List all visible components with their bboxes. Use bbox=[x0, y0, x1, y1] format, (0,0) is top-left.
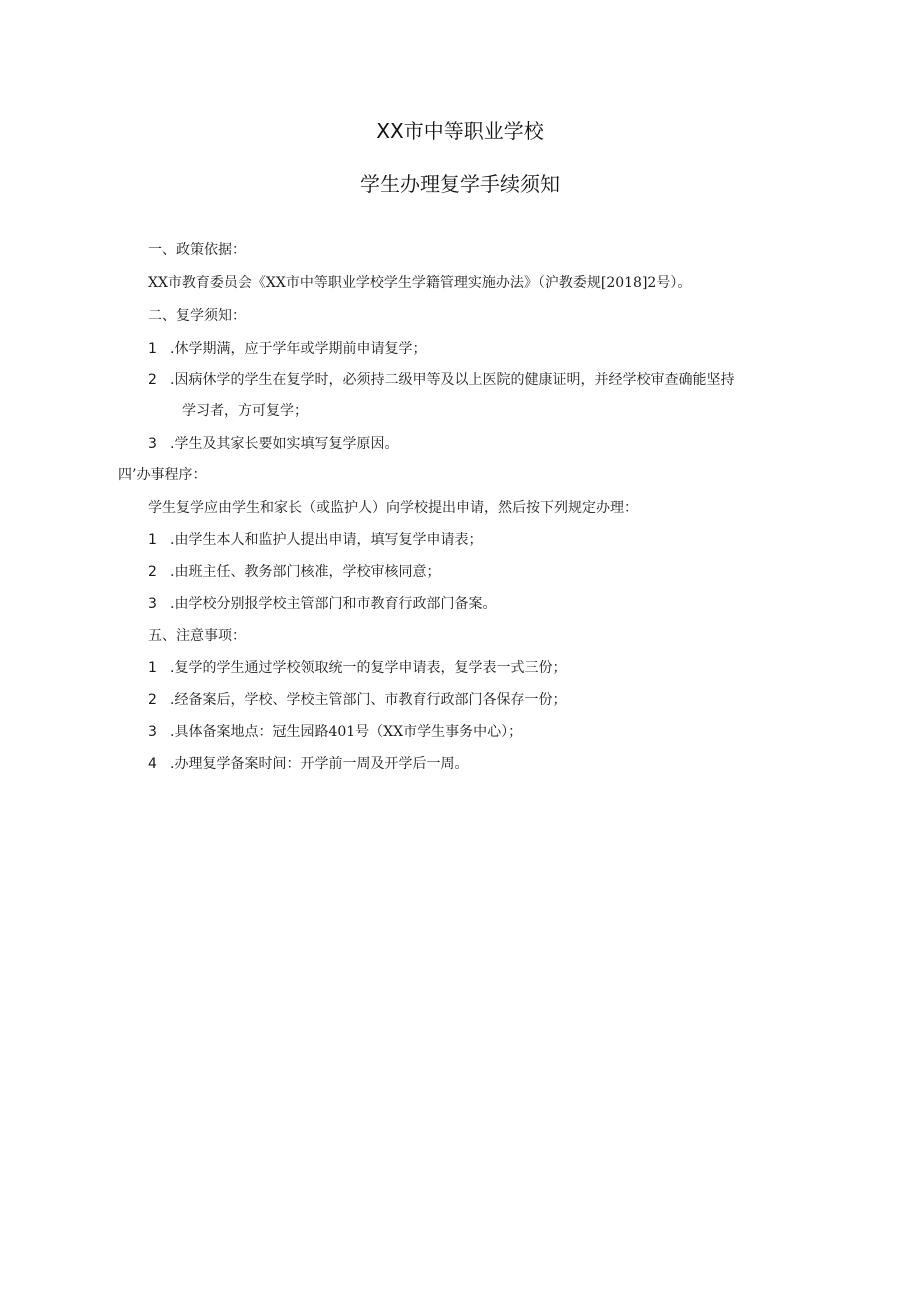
list-item: 3 .学生及其家长要如实填写复学原因。 bbox=[148, 436, 399, 452]
section-heading-policy: 一、政策依据： bbox=[148, 242, 246, 258]
list-item: 2 .经备案后，学校、学校主管部门、市教育行政部门各保存一份； bbox=[148, 692, 567, 708]
list-item: 1 .复学的学生通过学校领取统一的复学申请表，复学表一式三份； bbox=[148, 660, 567, 676]
list-item: 3 .由学校分别报学校主管部门和市教育行政部门备案。 bbox=[148, 596, 497, 612]
list-item: 2 .由班主任、教务部门核准，学校审核同意； bbox=[148, 564, 441, 580]
section-heading-requirements: 二、复学须知： bbox=[148, 308, 246, 324]
procedure-intro: 学生复学应由学生和家长（或监护人）向学校提出申请，然后按下列规定办理： bbox=[148, 500, 638, 516]
section-heading-notes: 五、注意事项： bbox=[148, 628, 246, 644]
list-item-continuation: 学习者，方可复学； bbox=[182, 403, 308, 419]
list-item: 1 .休学期满，应于学年或学期前申请复学； bbox=[148, 341, 427, 357]
document-title: 学生办理复学手续须知 bbox=[360, 172, 560, 196]
list-item: 3 .具体备案地点：冠生园路401号（XX市学生事务中心）； bbox=[148, 724, 523, 740]
list-item: 4 .办理复学备案时间：开学前一周及开学后一周。 bbox=[148, 756, 469, 772]
list-item: 2 .因病休学的学生在复学时，必须持二级甲等及以上医院的健康证明，并经学校审查确能坚持 bbox=[148, 372, 735, 388]
section-heading-procedure: 四’办事程序： bbox=[118, 467, 207, 483]
policy-text: XX市教育委员会《XX市中等职业学校学生学籍管理实施办法》（沪教委规[2018]2号）。 bbox=[148, 275, 692, 291]
school-title: XX市中等职业学校 bbox=[376, 119, 544, 143]
list-item: 1 .由学生本人和监护人提出申请，填写复学申请表； bbox=[148, 532, 483, 548]
